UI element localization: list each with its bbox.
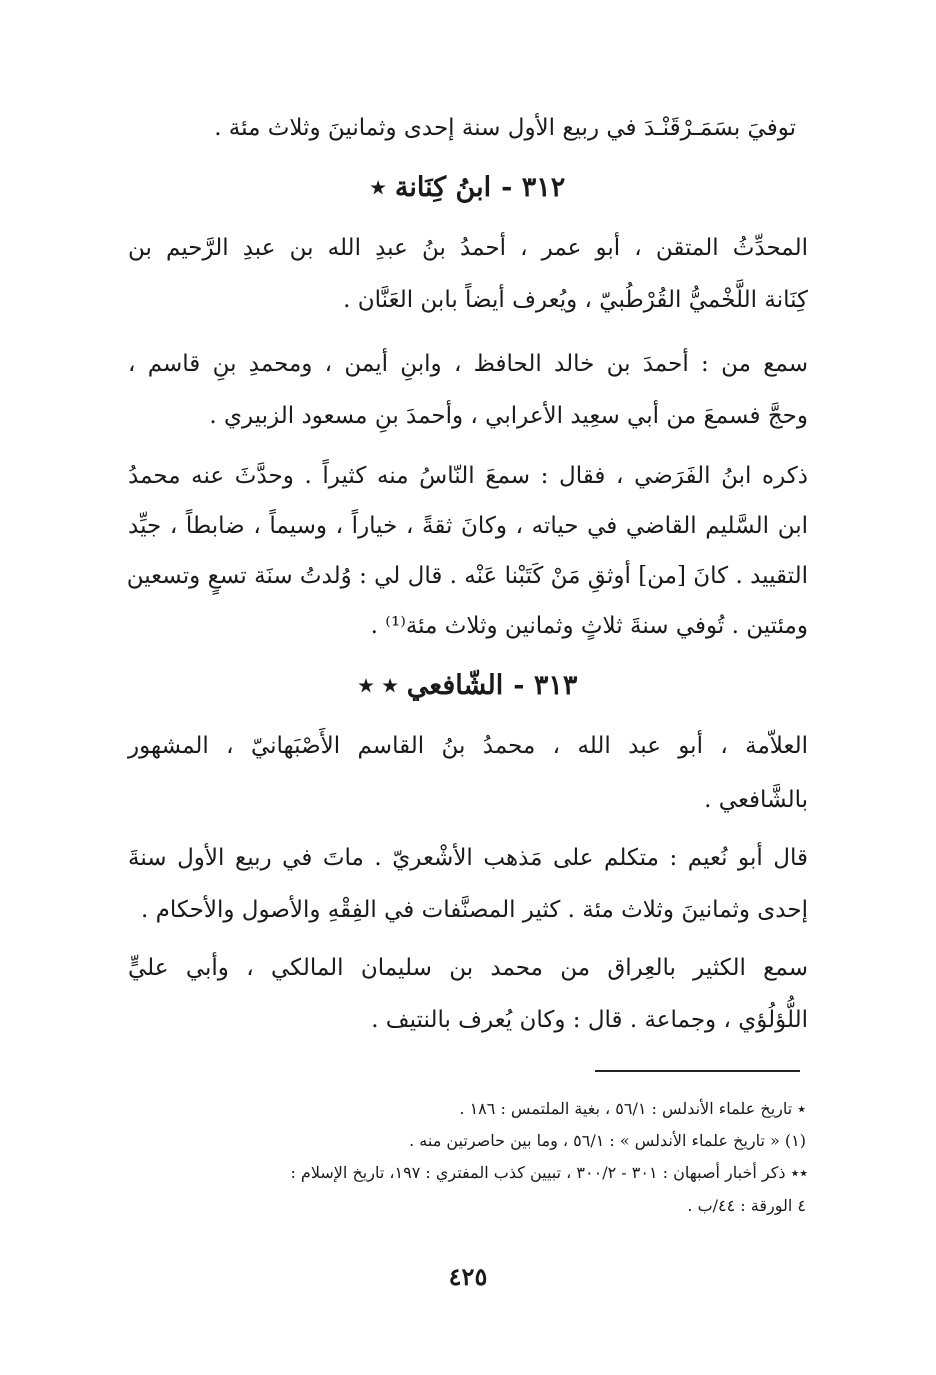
entry-313-line: العلاّمة ، أبو عبد الله ، محمدُ بنُ القاسم الأَصْبَهانيّ ، المشهور: [128, 733, 808, 759]
entry-312-line: المحدِّثُ المتقن ، أبو عمر ، أحمدُ بنُ عبدِ الله بن عبدِ الرَّحيم بن: [128, 235, 808, 261]
entry-312-heading: [0, 170, 936, 206]
entry-312-line: كِنَانة اللَّخْميُّ القُرْطُبيّ ، ويُعرف أيضاً بابن العَنَّان .: [343, 287, 808, 313]
footnote-line: ٤ الورقة : ٤٤/ب .: [687, 1196, 806, 1215]
entry-313-line: اللُّؤلُؤي ، وجماعة . قال : وكان يُعرف بالنتيف .: [371, 1007, 808, 1033]
entry-312-title: ابنُ كِنَانة ٭: [370, 172, 492, 203]
page-number: ٤٢٥: [448, 1262, 488, 1291]
entry-313-line: إحدى وثمانينَ وثلاث مئة . كثير المصنَّفات في الفِقْهِ والأصول والأحكام .: [141, 897, 808, 923]
entry-312-line: ابن السَّليم القاضي في حياته ، وكانَ ثقةً ، خياراً ، وسيماً ، ضابطاً ، جيِّد: [128, 513, 808, 539]
entry-312-number: ٣١٢ -: [501, 172, 566, 203]
footnote-separator: [595, 1070, 800, 1072]
entry-313-line: سمع الكثير بالعِراق من محمد بن سليمان المالكي ، وأبي عليٍّ: [128, 955, 808, 981]
entry-313-heading: [0, 668, 936, 704]
entry-313-line: قال أبو نُعيم : متكلم على مَذهب الأشْعريّ . ماتَ في ربيع الأول سنةَ: [128, 845, 808, 871]
entry-312-line: سمع من : أحمدَ بن خالد الحافظ ، وابنِ أيمن ، ومحمدِ بنِ قاسم ،: [128, 351, 808, 377]
entry-313-number: ٣١٣ -: [513, 670, 578, 701]
entry-312-line: وحجَّ فسمعَ من أبي سعِيد الأعرابي ، وأحمدَ بنِ مسعود الزبيري .: [209, 403, 808, 429]
footnote-line: (١) « تاريخ علماء الأندلس » : ٥٦/١ ، وما بين حاصرتين منه .: [409, 1131, 806, 1150]
footnote-line: ٭٭ ذكر أخبار أصبهان : ٣٠١ - ٣٠٠/٢ ، تبيين كذب المفتري : ١٩٧، تاريخ الإسلام :: [290, 1163, 808, 1182]
entry-312-line: ومئتين . تُوفي سنةَ ثلاثٍ وثمانين وثلاث مئة⁽¹⁾ .: [370, 613, 808, 639]
entry-313-title: الشّافعي ٭ ٭: [358, 670, 504, 701]
intro-line: توفيَ بسَمَـرْقَنْـدَ في ربيع الأول سنة إحدى وثمانينَ وثلاث مئة .: [214, 115, 796, 141]
entry-312-line: التقييد . كانَ [من] أوثقِ مَنْ كَتَبْنا عَنْه . قال لي : وُلدتُ سنَة تسعٍ وتسعين: [126, 563, 808, 589]
entry-312-line: ذكره ابنُ الفَرَضي ، فقال : سمعَ النّاسُ منه كثيراً . وحدَّثَ عنه محمدُ: [128, 463, 808, 489]
footnote-line: ٭ تاريخ علماء الأندلس : ٥٦/١ ، بغية الملتمس : ١٨٦ .: [459, 1099, 806, 1118]
entry-313-line: بالشَّافعي .: [704, 787, 808, 813]
